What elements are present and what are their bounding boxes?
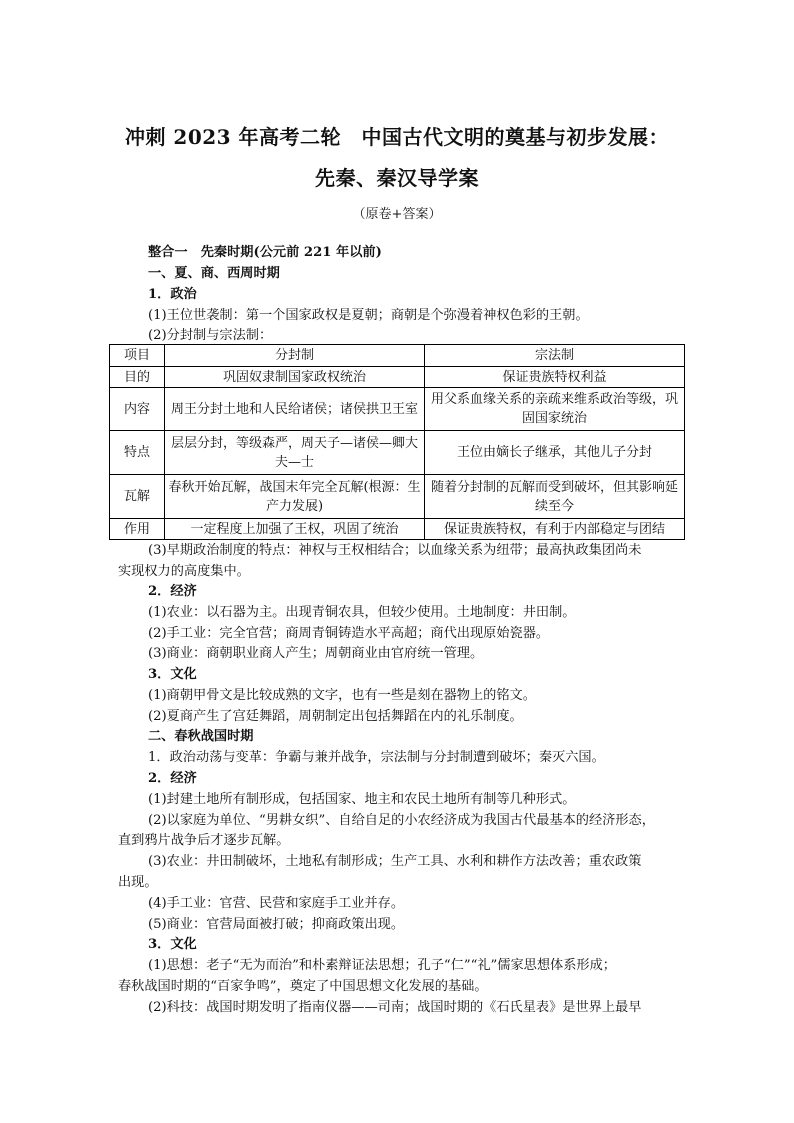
table-cell: 作用 <box>110 519 165 540</box>
table-cell: 随着分封制的瓦解而受到破坏，但其影响延续至今 <box>425 475 685 519</box>
document-subtitle: （原卷+答案） <box>352 207 442 222</box>
paragraph-f3-cont: 出现。 <box>118 875 158 890</box>
paragraph-g1: (1)思想：老子“无为而治”和朴素辩证法思想；孔子“仁”“礼”儒家思想体系形成； <box>148 958 616 973</box>
paragraph-f2: (2)以家庭为单位、“男耕女织”、自给自足的小农经济成为我国古代最基本的经济形态， <box>148 813 655 828</box>
table-cell: 春秋开始瓦解，战国末年完全瓦解(根源：生产力发展) <box>165 475 425 519</box>
table-header-cell: 分封制 <box>165 345 425 367</box>
comparison-table <box>109 344 685 540</box>
sub-heading-culture: 3．文化 <box>148 667 197 682</box>
table-header-row <box>110 345 685 367</box>
table-row <box>110 519 685 540</box>
table-cell: 一定程度上加强了王权，巩固了统治 <box>165 519 425 540</box>
paragraph-p2: (2)分封制与宗法制： <box>148 328 273 343</box>
table-cell: 保证贵族特权，有利于内部稳定与团结 <box>425 519 685 540</box>
sub-heading-economy: 2．经济 <box>148 584 197 599</box>
table-row <box>110 475 685 519</box>
paragraph-f3: (3)农业：井田制破坏，土地私有制形成；生产工具、水利和耕作方法改善；重农政策 <box>148 854 642 869</box>
table-cell: 用父系血缘关系的亲疏来维系政治等级，巩固国家统治 <box>425 388 685 431</box>
part-heading-1: 一、夏、商、西周时期 <box>148 266 280 281</box>
paragraph-g2: (2)科技：战国时期发明了指南仪器——司南；战国时期的《石氏星表》是世界上最早 <box>148 1000 642 1015</box>
table-cell: 周王分封土地和人民给诸侯；诸侯拱卫王室 <box>165 388 425 431</box>
paragraph-f2-cont: 直到鸦片战争后才逐步瓦解。 <box>118 833 290 848</box>
table-cell: 巩固奴隶制国家政权统治 <box>165 367 425 388</box>
table-row <box>110 388 685 431</box>
paragraph-p3: (3)早期政治制度的特点：神权与王权相结合；以血缘关系为纽带；最高执政集团尚未 <box>148 543 642 558</box>
table-cell: 王位由嫡长子继承，其他儿子分封 <box>425 431 685 475</box>
paragraph-g1-cont: 春秋战国时期的“百家争鸣”，奠定了中国思想文化发展的基础。 <box>118 979 488 994</box>
paragraph-e2: (2)手工业：完全官营；商周青铜铸造水平高超；商代出现原始瓷器。 <box>148 626 550 641</box>
paragraph-c2: (2)夏商产生了宫廷舞蹈，周朝制定出包括舞蹈在内的礼乐制度。 <box>148 709 523 724</box>
table-cell: 保证贵族特权利益 <box>425 367 685 388</box>
table-cell: 层层分封，等级森严，周天子—诸侯—卿大夫—士 <box>165 431 425 475</box>
table-cell: 瓦解 <box>110 475 165 519</box>
table-header-cell: 项目 <box>110 345 165 367</box>
section-heading: 整合一 先秦时期(公元前 221 年以前) <box>148 245 382 260</box>
part-heading-2: 二、春秋战国时期 <box>148 729 254 744</box>
paragraph-e3: (3)商业：商朝职业商人产生；周朝商业由官府统一管理。 <box>148 646 484 661</box>
table-cell: 目的 <box>110 367 165 388</box>
paragraph-f4: (4)手工业：官营、民营和家庭手工业并存。 <box>148 896 405 911</box>
document-title-line1: 冲刺 2023 年高考二轮 中国古代文明的奠基与初步发展： <box>124 125 670 149</box>
paragraph-f5: (5)商业：官营局面被打破；抑商政策出现。 <box>148 917 405 932</box>
table-row <box>110 431 685 475</box>
sub-heading-culture-2: 3．文化 <box>148 937 197 952</box>
table-cell: 内容 <box>110 388 165 431</box>
table-header-cell: 宗法制 <box>425 345 685 367</box>
table-cell: 特点 <box>110 431 165 475</box>
sub-heading-economy-2: 2．经济 <box>148 771 197 786</box>
table-row <box>110 367 685 388</box>
sub-heading-politics: 1．政治 <box>148 287 197 302</box>
document-title-line2: 先秦、秦汉导学案 <box>315 166 479 190</box>
paragraph-p3-cont: 实现权力的高度集中。 <box>118 564 250 579</box>
paragraph-f1: (1)封建土地所有制形成，包括国家、地主和农民土地所有制等几种形式。 <box>148 792 576 807</box>
paragraph-p1: (1)王位世袭制：第一个国家政权是夏朝；商朝是个弥漫着神权色彩的王朝。 <box>148 308 589 323</box>
paragraph-c1: (1)商朝甲骨文是比较成熟的文字，也有一些是刻在器物上的铭文。 <box>148 688 536 703</box>
paragraph-s1: 1．政治动荡与变革：争霸与兼并战争，宗法制与分封制遭到破坏；秦灭六国。 <box>148 750 605 765</box>
paragraph-e1: (1)农业：以石器为主。出现青铜农具，但较少使用。土地制度：井田制。 <box>148 605 576 620</box>
